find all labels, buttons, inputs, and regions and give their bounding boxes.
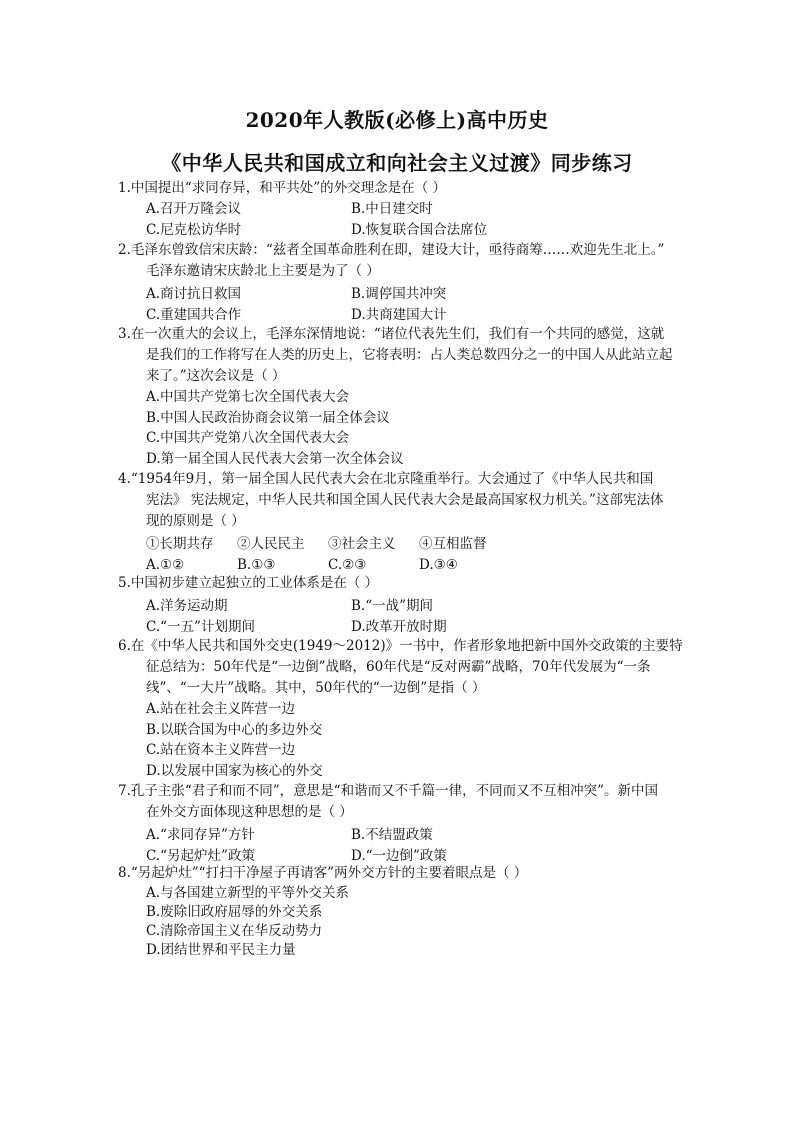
question-stem-cont: 在外交方面体现这种思想的是（ ）	[146, 804, 353, 820]
option-d: D.以发展中国家为核心的外交	[146, 762, 323, 779]
option-a: A.与各国建立新型的平等外交关系	[146, 885, 350, 901]
option-d: D.改革开放时期	[351, 618, 447, 635]
option-c: C.尼克松访华时	[146, 221, 242, 238]
option-c: C.站在资本主义阵营一边	[146, 742, 296, 758]
question-stem: 8.“另起炉灶”“打扫干净屋子再请客”两外交方针的主要着眼点是（ ）	[118, 865, 528, 881]
question-stem-cont: 现的原则是（ ）	[146, 513, 245, 529]
option-a: A.①②	[146, 556, 185, 573]
option-a: A.洋务运动期	[146, 598, 228, 614]
option-b: B.中日建交时	[351, 201, 433, 217]
option-d: D.共商建国大计	[351, 306, 447, 323]
question-1	[118, 178, 718, 240]
question-stem-cont: 征总结为：50年代是“一边倒”战略，60年代是“反对两霸”战略，70年代发展为“一条	[146, 659, 651, 675]
question-stem-cont: 是我们的工作将写在人类的历史上，它将表明：占人类总数四分之一的中国人从此站立起	[146, 347, 673, 363]
item-4: ④互相监督	[419, 536, 487, 552]
item-3: ③社会主义	[328, 536, 396, 552]
option-c: C.清除帝国主义在华反动势力	[146, 923, 323, 939]
question-stem: 4.“1954年9月，第一届全国人民代表大会在北京隆重举行。大会通过了《中华人民共和国	[118, 471, 654, 487]
page-subtitle: 《中华人民共和国成立和向社会主义过渡》同步练习	[161, 151, 633, 175]
option-a: A.站在社会主义阵营一边	[146, 701, 296, 717]
item-1: ①长期共存	[146, 536, 214, 552]
option-c: C.②③	[328, 556, 367, 573]
question-6	[118, 636, 718, 781]
option-d: D.团结世界和平民主力量	[146, 942, 296, 958]
option-c: C.“一五”计划期间	[146, 618, 255, 635]
option-c: C.重建国共合作	[146, 306, 242, 323]
page-title: 2020年人教版(必修上)高中历史	[245, 108, 549, 132]
question-stem: 5.中国初步建立起独立的工业体系是在（ ）	[118, 575, 379, 591]
option-b: B.中国人民政治协商会议第一届全体会议	[146, 409, 390, 426]
question-stem-cont: 毛泽东邀请宋庆龄北上主要是为了（ ）	[146, 263, 380, 279]
question-stem: 6.在《中华人民共和国外交史(1949～2012)》一书中，作者形象地把新中国外交政策的主要特	[118, 638, 683, 654]
option-b: B.以联合国为中心的多边外交	[146, 721, 323, 738]
option-a: A.召开万隆会议	[146, 201, 242, 217]
option-b: B.“一战”期间	[351, 598, 434, 614]
question-stem: 1.中国提出“求同存异，和平共处”的外交理念是在（ ）	[118, 180, 446, 196]
question-stem-cont: 来了。”这次会议是（ ）	[146, 368, 286, 384]
question-8	[118, 863, 718, 960]
question-3	[118, 324, 718, 469]
question-7	[118, 781, 718, 866]
question-stem: 7.孔子主张“君子和而不同”，意思是“和谐而又不千篇一律，不同而又不互相冲突”。新中国	[118, 783, 658, 799]
option-d: D.第一届全国人民代表大会第一次全体会议	[146, 450, 404, 467]
option-a: A.“求同存异”方针	[146, 827, 255, 843]
question-5	[118, 573, 718, 637]
question-stem: 3.在一次重大的会议上，毛泽东深情地说：“诸位代表先生们，我们有一个共同的感觉，这就	[118, 326, 665, 342]
option-d: D.“一边倒”政策	[351, 847, 447, 864]
option-c: C.中国共产党第八次全国代表大会	[146, 430, 350, 446]
item-2: ②人民民主	[237, 536, 305, 552]
question-stem-cont: 线”、“一大片”战略。其中，50年代的“一边倒”是指（ ）	[146, 680, 486, 696]
question-2	[118, 240, 718, 325]
option-b: B.①③	[237, 556, 276, 573]
option-b: B.不结盟政策	[351, 827, 433, 843]
option-b: B.调停国共冲突	[351, 286, 447, 302]
option-a: A.中国共产党第七次全国代表大会	[146, 389, 350, 405]
question-stem-cont: 宪法》 宪法规定，中华人民共和国全国人民代表大会是最高国家权力机关。”这部宪法体	[146, 492, 664, 508]
option-d: D.恢复联合国合法席位	[351, 221, 488, 238]
option-c: C.“另起炉灶”政策	[146, 847, 255, 864]
option-a: A.商讨抗日救国	[146, 286, 242, 302]
question-4	[118, 469, 718, 575]
option-d: D.③④	[419, 556, 458, 573]
question-stem: 2.毛泽东曾致信宋庆龄：“兹者全国革命胜利在即，建设大计，亟待商筹……欢迎先生北上。”	[118, 242, 665, 258]
option-b: B.废除旧政府屈辱的外交关系	[146, 904, 323, 920]
